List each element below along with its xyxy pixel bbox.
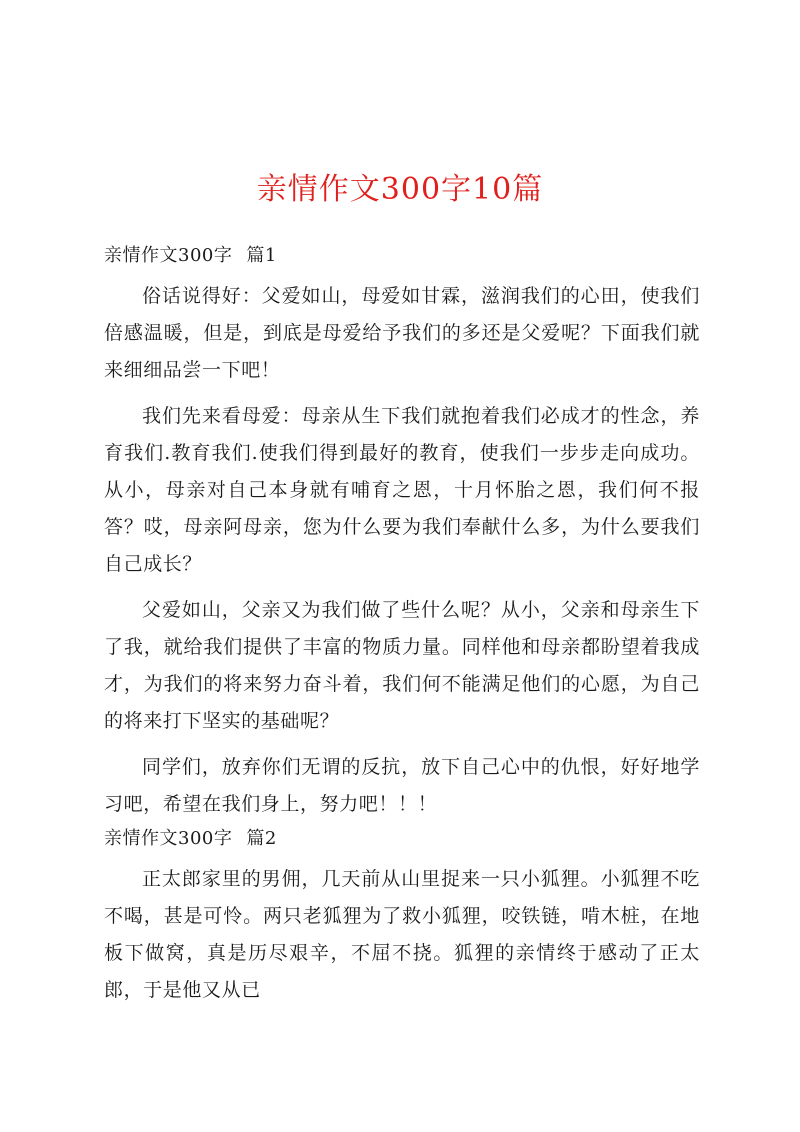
section-heading — [104, 823, 700, 855]
section-heading-number: 篇2 — [246, 828, 277, 849]
section-heading — [104, 240, 700, 272]
paragraph: 正太郎家里的男佣，几天前从山里捉来一只小狐狸。小狐狸不吃不喝，甚是可怜。两只老狐狸为了救小狐狸，咬铁链，啃木桩，在地板下做窝，真是历尽艰辛，不屈不挠。狐狸的亲情终于感动了正太郎，于是他又从已 — [104, 868, 700, 1001]
paragraph: 同学们，放弃你们无谓的反抗，放下自己心中的仇恨，好好地学习吧，希望在我们身上，努力吧！！！ — [104, 756, 700, 815]
section-1 — [104, 240, 700, 823]
paragraph: 我们先来看母爱：母亲从生下我们就抱着我们必成才的性念，养育我们.教育我们.使我们得到最好的教育，使我们一步步走向成功。从小，母亲对自己本身就有哺育之恩，十月怀胎之恩，我们何不报答？哎，母亲阿母亲，您为什么要为我们奉献什么多，为什么要我们自己成长？ — [104, 405, 700, 575]
section-heading-label: 亲情作文300字 — [104, 828, 233, 849]
section-heading-number: 篇1 — [246, 245, 277, 266]
document-body — [104, 240, 700, 1009]
section-heading-label: 亲情作文300字 — [104, 245, 233, 266]
paragraph: 父爱如山，父亲又为我们做了些什么呢？从小，父亲和母亲生下了我，就给我们提供了丰富的物质力量。同样他和母亲都盼望着我成才，为我们的将来努力奋斗着，我们何不能满足他们的心愿，为自己的将来打下坚实的基础呢？ — [104, 599, 700, 732]
paragraph: 俗话说得好：父爱如山，母爱如甘霖，滋润我们的心田，使我们倍感温暖，但是，到底是母爱给予我们的多还是父爱呢？下面我们就来细细品尝一下吧！ — [104, 285, 700, 381]
document-title: 亲情作文300字10篇 — [256, 172, 544, 207]
section-2 — [104, 823, 700, 1009]
